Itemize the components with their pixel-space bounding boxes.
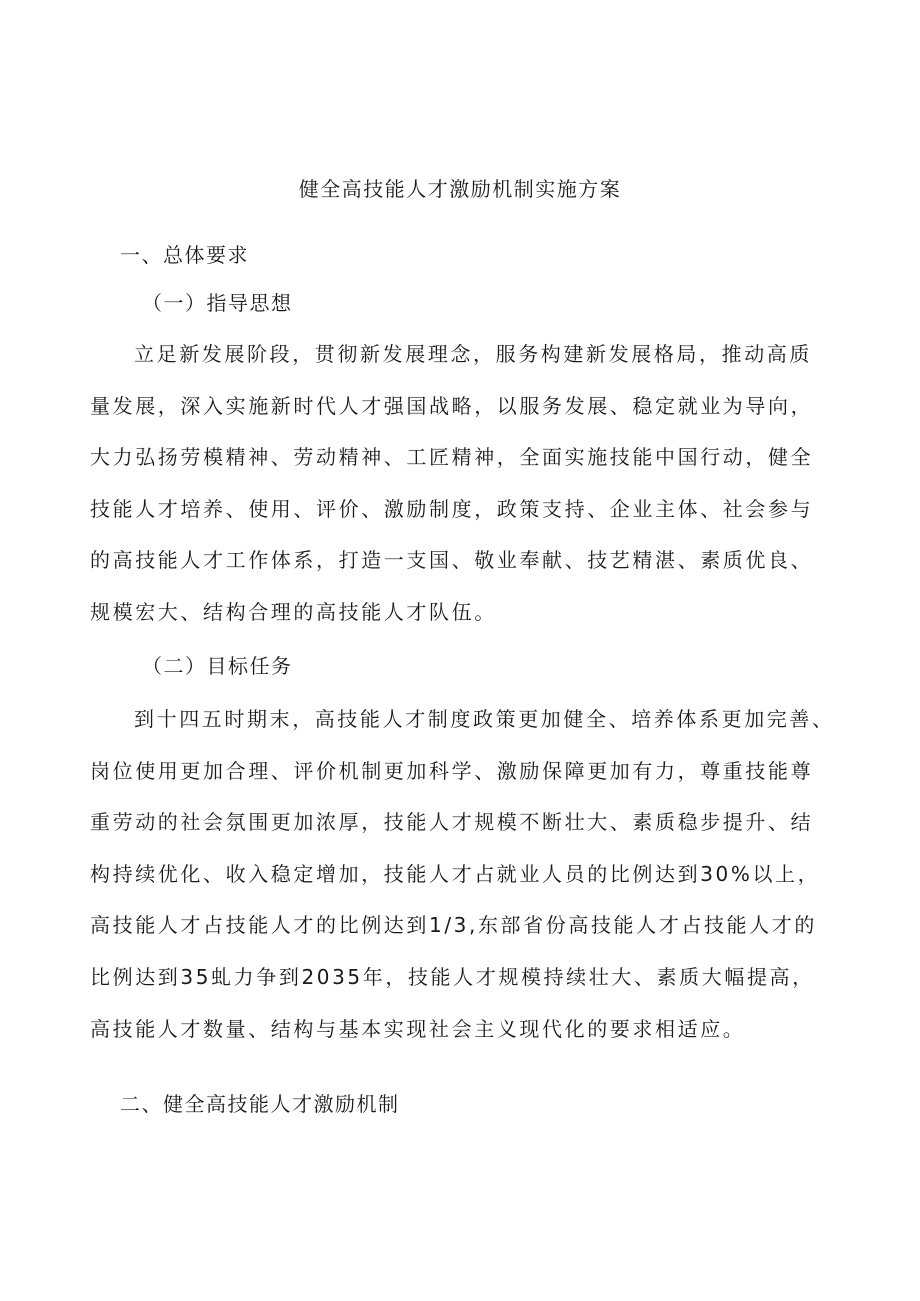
paragraph-line: 高技能人才占技能人才的比例达到1/3,东部省份高技能人才占技能人才的 <box>90 913 817 938</box>
paragraph-line: 大力弘扬劳模精神、劳动精神、工匠精神，全面实施技能中国行动，健全 <box>90 445 814 470</box>
paragraph-line: 比例达到35虬力争到2035年，技能人才规模持续壮大、素质大幅提高， <box>90 964 815 989</box>
paragraph-line: 的高技能人才工作体系，打造一支国、敬业奉献、技艺精湛、素质优良、 <box>90 548 814 573</box>
paragraph-line: 岗位使用更加合理、评价机制更加科学、激励保障更加有力，尊重技能尊 <box>90 758 814 783</box>
paragraph-line: 构持续优化、收入稳定增加，技能人才占就业人员的比例达到30%以上， <box>90 861 821 886</box>
document-title: 健全高技能人才激励机制实施方案 <box>298 177 622 201</box>
paragraph-guiding-ideology <box>90 329 835 639</box>
subsection-heading-objectives: （二）目标任务 <box>142 654 293 678</box>
section-heading-general-requirements: 一、总体要求 <box>120 243 249 267</box>
paragraph-line: 立足新发展阶段，贯彻新发展理念，服务构建新发展格局，推动高质 <box>134 342 812 366</box>
paragraph-line: 到十四五时期末，高技能人才制度政策更加健全、培养体系更加完善、 <box>134 707 835 731</box>
paragraph-line: 规模宏大、结构合理的高技能人才队伍。 <box>90 599 497 624</box>
paragraph-line: 重劳动的社会氛围更加浓厚，技能人才规模不断壮大、素质稳步提升、结 <box>90 810 814 835</box>
section-heading-incentive-mechanism: 二、健全高技能人才激励机制 <box>120 1092 400 1116</box>
paragraph-objectives <box>90 694 835 1055</box>
paragraph-line: 量发展，深入实施新时代人才强国战略，以服务发展、稳定就业为导向， <box>90 393 814 418</box>
subsection-heading-guiding-ideology: （一）指导思想 <box>142 291 293 315</box>
paragraph-line: 技能人才培养、使用、评价、激励制度，政策支持、企业主体、社会参与 <box>90 496 814 521</box>
paragraph-line: 高技能人才数量、结构与基本实现社会主义现代化的要求相适应。 <box>90 1016 746 1041</box>
